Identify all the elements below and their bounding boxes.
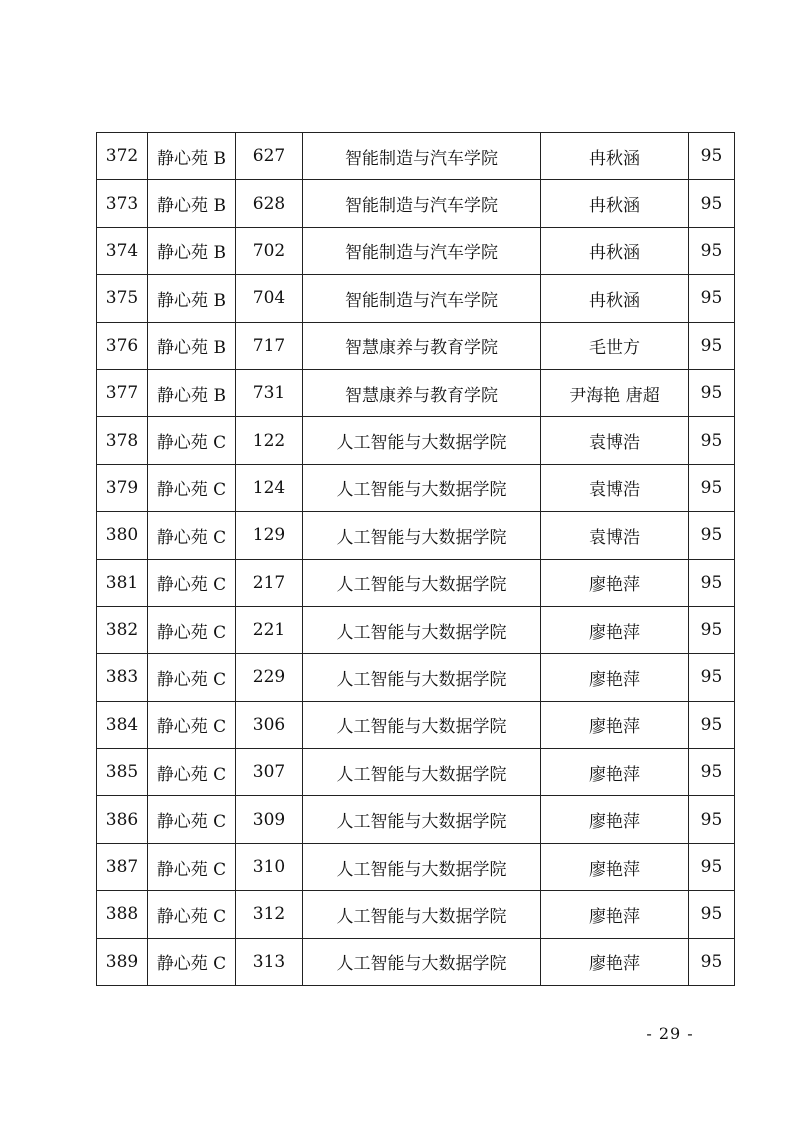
score-cell: 95 [689, 180, 735, 227]
table-row [97, 749, 735, 796]
table-row [97, 559, 735, 606]
score-cell: 95 [689, 891, 735, 938]
row-number-cell: 389 [97, 938, 148, 985]
building-cell: 静心苑 B [148, 275, 236, 322]
table-body [97, 133, 735, 986]
row-number-cell: 380 [97, 512, 148, 559]
room-number-cell: 307 [236, 749, 303, 796]
table-row [97, 891, 735, 938]
college-cell: 智能制造与汽车学院 [303, 275, 541, 322]
table-row [97, 227, 735, 274]
building-cell: 静心苑 C [148, 749, 236, 796]
college-cell: 人工智能与大数据学院 [303, 417, 541, 464]
room-number-cell: 312 [236, 891, 303, 938]
score-cell: 95 [689, 559, 735, 606]
college-cell: 人工智能与大数据学院 [303, 749, 541, 796]
college-cell: 人工智能与大数据学院 [303, 796, 541, 843]
building-cell: 静心苑 B [148, 322, 236, 369]
room-number-cell: 702 [236, 227, 303, 274]
college-cell: 人工智能与大数据学院 [303, 701, 541, 748]
building-cell: 静心苑 C [148, 559, 236, 606]
teacher-cell: 毛世方 [541, 322, 689, 369]
score-cell: 95 [689, 512, 735, 559]
college-cell: 人工智能与大数据学院 [303, 606, 541, 653]
row-number-cell: 387 [97, 843, 148, 890]
table-row [97, 512, 735, 559]
college-cell: 智能制造与汽车学院 [303, 180, 541, 227]
room-number-cell: 124 [236, 464, 303, 511]
room-number-cell: 306 [236, 701, 303, 748]
score-cell: 95 [689, 654, 735, 701]
table-row [97, 701, 735, 748]
score-cell: 95 [689, 606, 735, 653]
score-cell: 95 [689, 796, 735, 843]
teacher-cell: 廖艳萍 [541, 749, 689, 796]
teacher-cell: 袁博浩 [541, 464, 689, 511]
row-number-cell: 388 [97, 891, 148, 938]
room-number-cell: 221 [236, 606, 303, 653]
table-row [97, 464, 735, 511]
table-row [97, 180, 735, 227]
teacher-cell: 廖艳萍 [541, 701, 689, 748]
building-cell: 静心苑 C [148, 512, 236, 559]
row-number-cell: 375 [97, 275, 148, 322]
score-cell: 95 [689, 227, 735, 274]
college-cell: 人工智能与大数据学院 [303, 464, 541, 511]
room-number-cell: 704 [236, 275, 303, 322]
building-cell: 静心苑 B [148, 180, 236, 227]
row-number-cell: 374 [97, 227, 148, 274]
room-number-cell: 628 [236, 180, 303, 227]
room-number-cell: 122 [236, 417, 303, 464]
teacher-cell: 袁博浩 [541, 417, 689, 464]
row-number-cell: 385 [97, 749, 148, 796]
teacher-cell: 冉秋涵 [541, 180, 689, 227]
table-row [97, 275, 735, 322]
score-cell: 95 [689, 749, 735, 796]
teacher-cell: 廖艳萍 [541, 796, 689, 843]
row-number-cell: 379 [97, 464, 148, 511]
row-number-cell: 383 [97, 654, 148, 701]
room-number-cell: 129 [236, 512, 303, 559]
college-cell: 人工智能与大数据学院 [303, 512, 541, 559]
score-cell: 95 [689, 701, 735, 748]
college-cell: 人工智能与大数据学院 [303, 843, 541, 890]
building-cell: 静心苑 B [148, 227, 236, 274]
row-number-cell: 386 [97, 796, 148, 843]
college-cell: 人工智能与大数据学院 [303, 559, 541, 606]
building-cell: 静心苑 C [148, 843, 236, 890]
score-cell: 95 [689, 275, 735, 322]
building-cell: 静心苑 C [148, 417, 236, 464]
teacher-cell: 冉秋涵 [541, 133, 689, 180]
college-cell: 人工智能与大数据学院 [303, 654, 541, 701]
score-cell: 95 [689, 133, 735, 180]
room-number-cell: 717 [236, 322, 303, 369]
table-row [97, 322, 735, 369]
building-cell: 静心苑 C [148, 796, 236, 843]
table-row [97, 938, 735, 985]
building-cell: 静心苑 C [148, 654, 236, 701]
teacher-cell: 廖艳萍 [541, 938, 689, 985]
teacher-cell: 尹海艳 唐超 [541, 369, 689, 416]
building-cell: 静心苑 C [148, 701, 236, 748]
teacher-cell: 冉秋涵 [541, 227, 689, 274]
room-number-cell: 731 [236, 369, 303, 416]
page-number: - 29 - [646, 1024, 694, 1043]
college-cell: 智慧康养与教育学院 [303, 322, 541, 369]
room-number-cell: 313 [236, 938, 303, 985]
score-cell: 95 [689, 464, 735, 511]
building-cell: 静心苑 B [148, 369, 236, 416]
building-cell: 静心苑 B [148, 133, 236, 180]
college-cell: 智慧康养与教育学院 [303, 369, 541, 416]
score-cell: 95 [689, 322, 735, 369]
teacher-cell: 廖艳萍 [541, 606, 689, 653]
row-number-cell: 378 [97, 417, 148, 464]
dormitory-score-table [96, 132, 735, 986]
score-cell: 95 [689, 369, 735, 416]
score-cell: 95 [689, 938, 735, 985]
teacher-cell: 袁博浩 [541, 512, 689, 559]
score-cell: 95 [689, 843, 735, 890]
row-number-cell: 381 [97, 559, 148, 606]
row-number-cell: 376 [97, 322, 148, 369]
score-cell: 95 [689, 417, 735, 464]
room-number-cell: 217 [236, 559, 303, 606]
building-cell: 静心苑 C [148, 464, 236, 511]
college-cell: 人工智能与大数据学院 [303, 938, 541, 985]
building-cell: 静心苑 C [148, 938, 236, 985]
teacher-cell: 廖艳萍 [541, 654, 689, 701]
room-number-cell: 310 [236, 843, 303, 890]
teacher-cell: 廖艳萍 [541, 891, 689, 938]
row-number-cell: 382 [97, 606, 148, 653]
building-cell: 静心苑 C [148, 606, 236, 653]
table-row [97, 654, 735, 701]
college-cell: 人工智能与大数据学院 [303, 891, 541, 938]
teacher-cell: 冉秋涵 [541, 275, 689, 322]
row-number-cell: 372 [97, 133, 148, 180]
table-row [97, 133, 735, 180]
teacher-cell: 廖艳萍 [541, 843, 689, 890]
table-row [97, 796, 735, 843]
table-row [97, 369, 735, 416]
table-row [97, 417, 735, 464]
room-number-cell: 309 [236, 796, 303, 843]
teacher-cell: 廖艳萍 [541, 559, 689, 606]
table-row [97, 606, 735, 653]
row-number-cell: 377 [97, 369, 148, 416]
room-number-cell: 627 [236, 133, 303, 180]
row-number-cell: 384 [97, 701, 148, 748]
table-row [97, 843, 735, 890]
building-cell: 静心苑 C [148, 891, 236, 938]
college-cell: 智能制造与汽车学院 [303, 133, 541, 180]
row-number-cell: 373 [97, 180, 148, 227]
room-number-cell: 229 [236, 654, 303, 701]
college-cell: 智能制造与汽车学院 [303, 227, 541, 274]
